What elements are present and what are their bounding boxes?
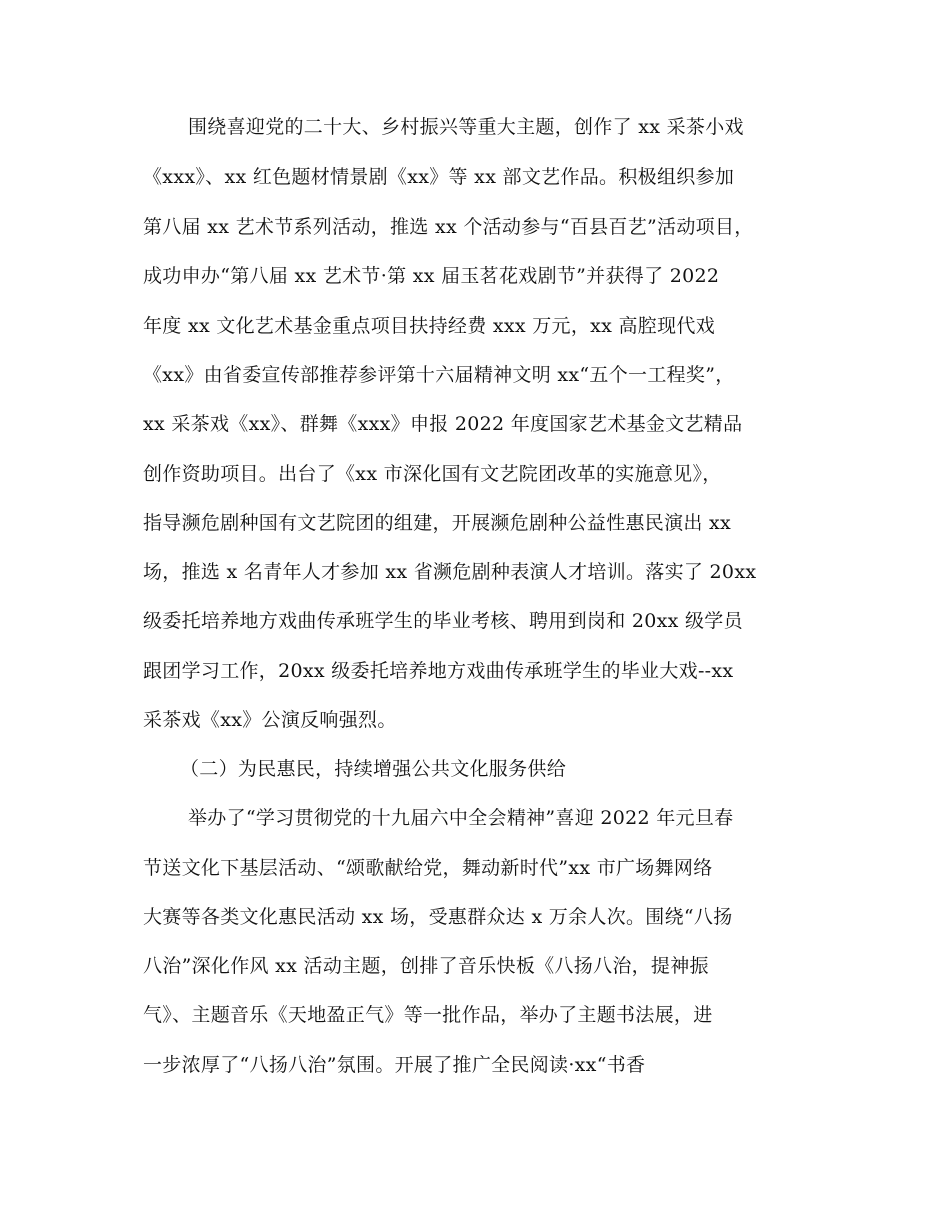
paragraph-1-line-12: 跟团学习工作，20xx 级委托培养地方戏曲传承班学生的毕业大戏--xx	[143, 660, 734, 682]
paragraph-1-line-4: 成功申办“第八届 xx 艺术节·第 xx 届玉茗花戏剧节”并获得了 2022	[143, 265, 720, 287]
paragraph-1-line-2: 《xxx》、xx 红色题材情景剧《xx》等 xx 部文艺作品。积极组织参加	[143, 166, 735, 188]
paragraph-1-line-3: 第八届 xx 艺术节系列活动，推选 xx 个活动参与“百县百艺”活动项目，	[143, 216, 754, 238]
paragraph-1-line-8: 创作资助项目。出台了《xx 市深化国有文艺院团改革的实施意见》，	[143, 463, 722, 485]
paragraph-1-line-1: 围绕喜迎党的二十大、乡村振兴等重大主题，创作了 xx 采茶小戏	[188, 116, 744, 138]
paragraph-1-line-11: 级委托培养地方戏曲传承班学生的毕业考核、聘用到岗和 20xx 级学员	[143, 610, 743, 632]
paragraph-2-line-1: 举办了“学习贯彻党的十九届六中全会精神”喜迎 2022 年元旦春	[188, 807, 734, 829]
paragraph-1-line-9: 指导濒危剧种国有文艺院团的组建，开展濒危剧种公益性惠民演出 xx	[143, 512, 732, 534]
section-heading: （二）为民惠民，持续增强公共文化服务供给	[180, 758, 567, 780]
paragraph-1-line-7: xx 采茶戏《xx》、群舞《xxx》申报 2022 年度国家艺术基金文艺精品	[143, 413, 743, 435]
paragraph-1-line-10: 场，推选 x 名青年人才参加 xx 省濒危剧种表演人才培训。落实了 20xx	[143, 561, 757, 583]
paragraph-1-line-6: 《xx》由省委宣传部推荐参评第十六届精神文明 xx“五个一工程奖”，	[143, 364, 735, 386]
paragraph-2-line-6: 一步浓厚了“八扬八治”氛围。开展了推广全民阅读·xx“书香	[143, 1054, 646, 1076]
paragraph-2-line-3: 大赛等各类文化惠民活动 xx 场，受惠群众达 x 万余人次。围绕“八扬	[143, 906, 733, 928]
paragraph-2-line-4: 八治”深化作风 xx 活动主题，创排了音乐快板《八扬八治，提神振	[143, 955, 709, 977]
paragraph-1-line-5: 年度 xx 文化艺术基金重点项目扶持经费 xxx 万元，xx 高腔现代戏	[143, 315, 716, 337]
paragraph-2-line-5: 气》、主题音乐《天地盈正气》等一批作品，举办了主题书法展，进	[143, 1004, 713, 1026]
paragraph-1-line-13: 采茶戏《xx》公演反响强烈。	[143, 709, 397, 731]
paragraph-2-line-2: 节送文化下基层活动、“颂歌献给党，舞动新时代”xx 市广场舞网络	[143, 857, 713, 879]
